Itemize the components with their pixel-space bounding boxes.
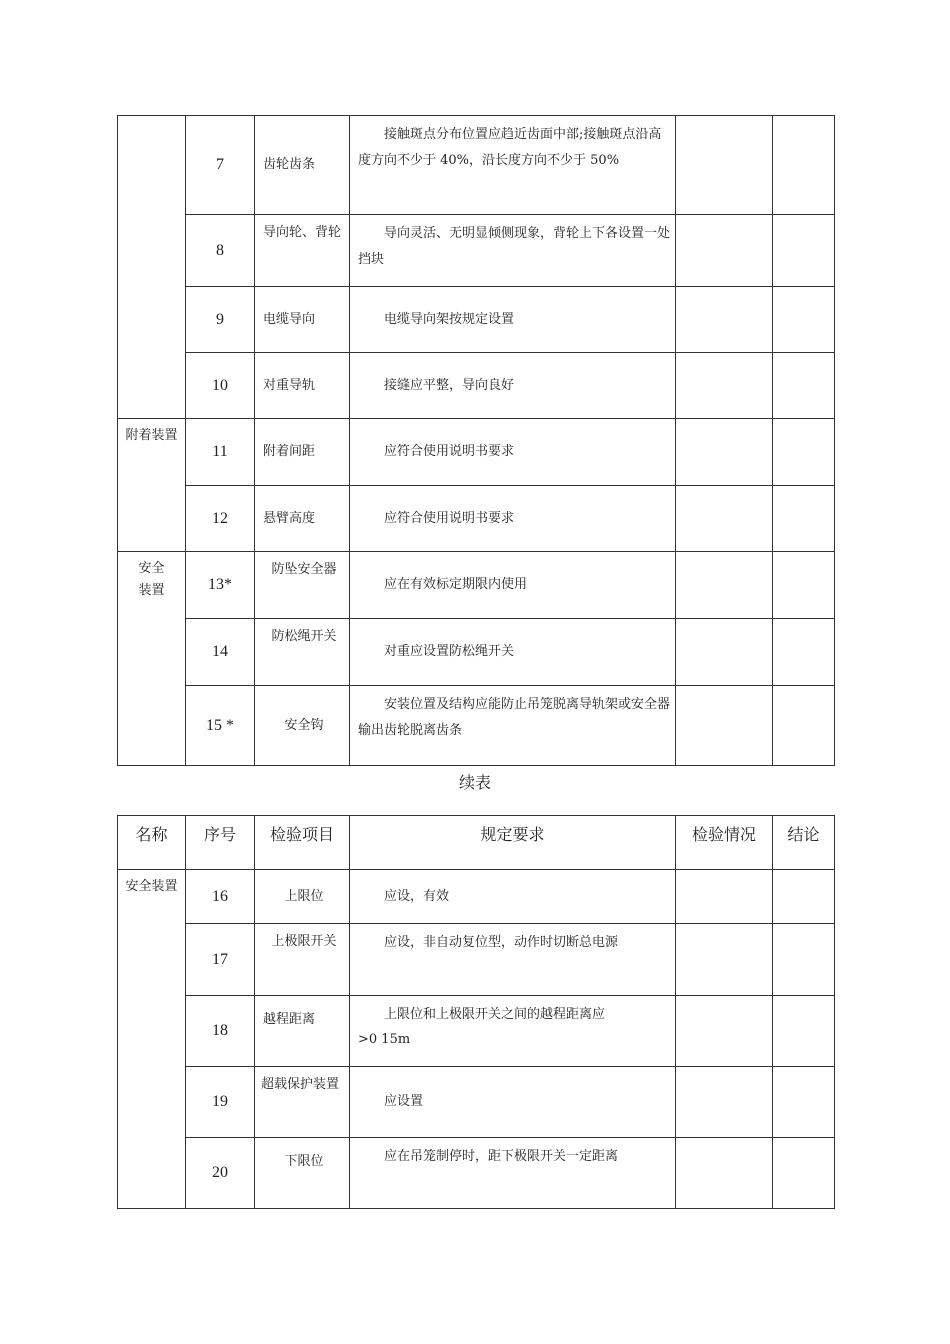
result-cell[interactable] bbox=[676, 1138, 773, 1209]
requirement: 电缆导向架按规定设置 bbox=[350, 287, 676, 353]
requirement: 应在吊笼制停时，距下极限开关一定距离 bbox=[350, 1138, 676, 1209]
requirement-line: >0 15m bbox=[358, 1032, 411, 1047]
row-number: 10 bbox=[186, 353, 255, 419]
inspection-item: 对重导轨 bbox=[255, 353, 350, 419]
category-cell: 附着装置 bbox=[118, 419, 186, 552]
requirement: 接触斑点分布位置应趋近齿面中部;接触斑点沿高度方向不少于 40%，沿长度方向不少于 50% bbox=[350, 116, 676, 215]
conclusion-cell[interactable] bbox=[773, 353, 835, 419]
inspection-table-2 bbox=[117, 815, 835, 1209]
header-requirement: 规定要求 bbox=[350, 816, 676, 870]
row-number: 7 bbox=[186, 116, 255, 215]
table-row bbox=[118, 619, 835, 686]
conclusion-cell[interactable] bbox=[773, 1138, 835, 1209]
table-row bbox=[118, 996, 835, 1067]
inspection-item: 上极限开关 bbox=[255, 924, 350, 996]
header-result: 检验情况 bbox=[676, 816, 773, 870]
inspection-item: 超载保护装置 bbox=[255, 1067, 350, 1138]
row-number: 11 bbox=[186, 419, 255, 486]
conclusion-cell[interactable] bbox=[773, 116, 835, 215]
conclusion-cell[interactable] bbox=[773, 1067, 835, 1138]
conclusion-cell[interactable] bbox=[773, 552, 835, 619]
requirement: 应设，非自动复位型，动作时切断总电源 bbox=[350, 924, 676, 996]
result-cell[interactable] bbox=[676, 996, 773, 1067]
inspection-item: 越程距离 bbox=[255, 996, 350, 1067]
inspection-item: 齿轮齿条 bbox=[255, 116, 350, 215]
table-row bbox=[118, 1138, 835, 1209]
requirement: 安装位置及结构应能防止吊笼脱离导轨架或安全器输出齿轮脱离齿条 bbox=[350, 686, 676, 766]
conclusion-cell[interactable] bbox=[773, 287, 835, 353]
table-row bbox=[118, 287, 835, 353]
table-row bbox=[118, 116, 835, 215]
inspection-item: 附着间距 bbox=[255, 419, 350, 486]
result-cell[interactable] bbox=[676, 287, 773, 353]
requirement: 应符合使用说明书要求 bbox=[350, 486, 676, 552]
header-item: 检验项目 bbox=[255, 816, 350, 870]
result-cell[interactable] bbox=[676, 486, 773, 552]
inspection-item: 电缆导向 bbox=[255, 287, 350, 353]
requirement: 应在有效标定期限内使用 bbox=[350, 552, 676, 619]
result-cell[interactable] bbox=[676, 1067, 773, 1138]
table-row bbox=[118, 870, 835, 924]
inspection-item: 安全钩 bbox=[255, 686, 350, 766]
row-number: 16 bbox=[186, 870, 255, 924]
conclusion-cell[interactable] bbox=[773, 486, 835, 552]
result-cell[interactable] bbox=[676, 215, 773, 287]
row-number: 15 * bbox=[186, 686, 255, 766]
requirement: 应符合使用说明书要求 bbox=[350, 419, 676, 486]
header-conclusion: 结论 bbox=[773, 816, 835, 870]
row-number: 13* bbox=[186, 552, 255, 619]
table-row bbox=[118, 924, 835, 996]
conclusion-cell[interactable] bbox=[773, 924, 835, 996]
category-cell: 安全装置 bbox=[118, 870, 186, 1209]
conclusion-cell[interactable] bbox=[773, 215, 835, 287]
result-cell[interactable] bbox=[676, 116, 773, 215]
conclusion-cell[interactable] bbox=[773, 419, 835, 486]
conclusion-cell[interactable] bbox=[773, 996, 835, 1067]
table-row bbox=[118, 552, 835, 619]
inspection-item: 防松绳开关 bbox=[255, 619, 350, 686]
table-row bbox=[118, 419, 835, 486]
inspection-item: 下限位 bbox=[255, 1138, 350, 1209]
requirement: 接缝应平整，导向良好 bbox=[350, 353, 676, 419]
result-cell[interactable] bbox=[676, 419, 773, 486]
conclusion-cell[interactable] bbox=[773, 619, 835, 686]
inspection-item: 悬臂高度 bbox=[255, 486, 350, 552]
requirement-line: 上限位和上极限开关之间的越程距离应 bbox=[384, 1007, 606, 1022]
table-row bbox=[118, 353, 835, 419]
category-cell bbox=[118, 552, 186, 766]
inspection-item: 防坠安全器 bbox=[255, 552, 350, 619]
table-row bbox=[118, 1067, 835, 1138]
result-cell[interactable] bbox=[676, 870, 773, 924]
table-row bbox=[118, 486, 835, 552]
table-row bbox=[118, 686, 835, 766]
result-cell[interactable] bbox=[676, 924, 773, 996]
requirement: 应设置 bbox=[350, 1067, 676, 1138]
header-number: 序号 bbox=[186, 816, 255, 870]
header-row bbox=[118, 816, 835, 870]
row-number: 8 bbox=[186, 215, 255, 287]
inspection-item: 导向轮、背轮 bbox=[255, 215, 350, 287]
inspection-item: 上限位 bbox=[255, 870, 350, 924]
row-number: 19 bbox=[186, 1067, 255, 1138]
result-cell[interactable] bbox=[676, 552, 773, 619]
conclusion-cell[interactable] bbox=[773, 686, 835, 766]
requirement: 对重应设置防松绳开关 bbox=[350, 619, 676, 686]
continued-caption: 续表 bbox=[458, 773, 491, 792]
row-number: 20 bbox=[186, 1138, 255, 1209]
header-name: 名称 bbox=[118, 816, 186, 870]
requirement: 应设，有效 bbox=[350, 870, 676, 924]
row-number: 17 bbox=[186, 924, 255, 996]
row-number: 18 bbox=[186, 996, 255, 1067]
result-cell[interactable] bbox=[676, 619, 773, 686]
result-cell[interactable] bbox=[676, 686, 773, 766]
row-number: 9 bbox=[186, 287, 255, 353]
row-number: 14 bbox=[186, 619, 255, 686]
inspection-table-1 bbox=[117, 115, 835, 766]
category-label: 安全装置 bbox=[138, 561, 165, 598]
table-row bbox=[118, 215, 835, 287]
category-cell bbox=[118, 116, 186, 419]
conclusion-cell[interactable] bbox=[773, 870, 835, 924]
requirement: 导向灵活、无明显倾侧现象，背轮上下各设置一处挡块 bbox=[350, 215, 676, 287]
row-number: 12 bbox=[186, 486, 255, 552]
result-cell[interactable] bbox=[676, 353, 773, 419]
requirement bbox=[350, 996, 676, 1067]
